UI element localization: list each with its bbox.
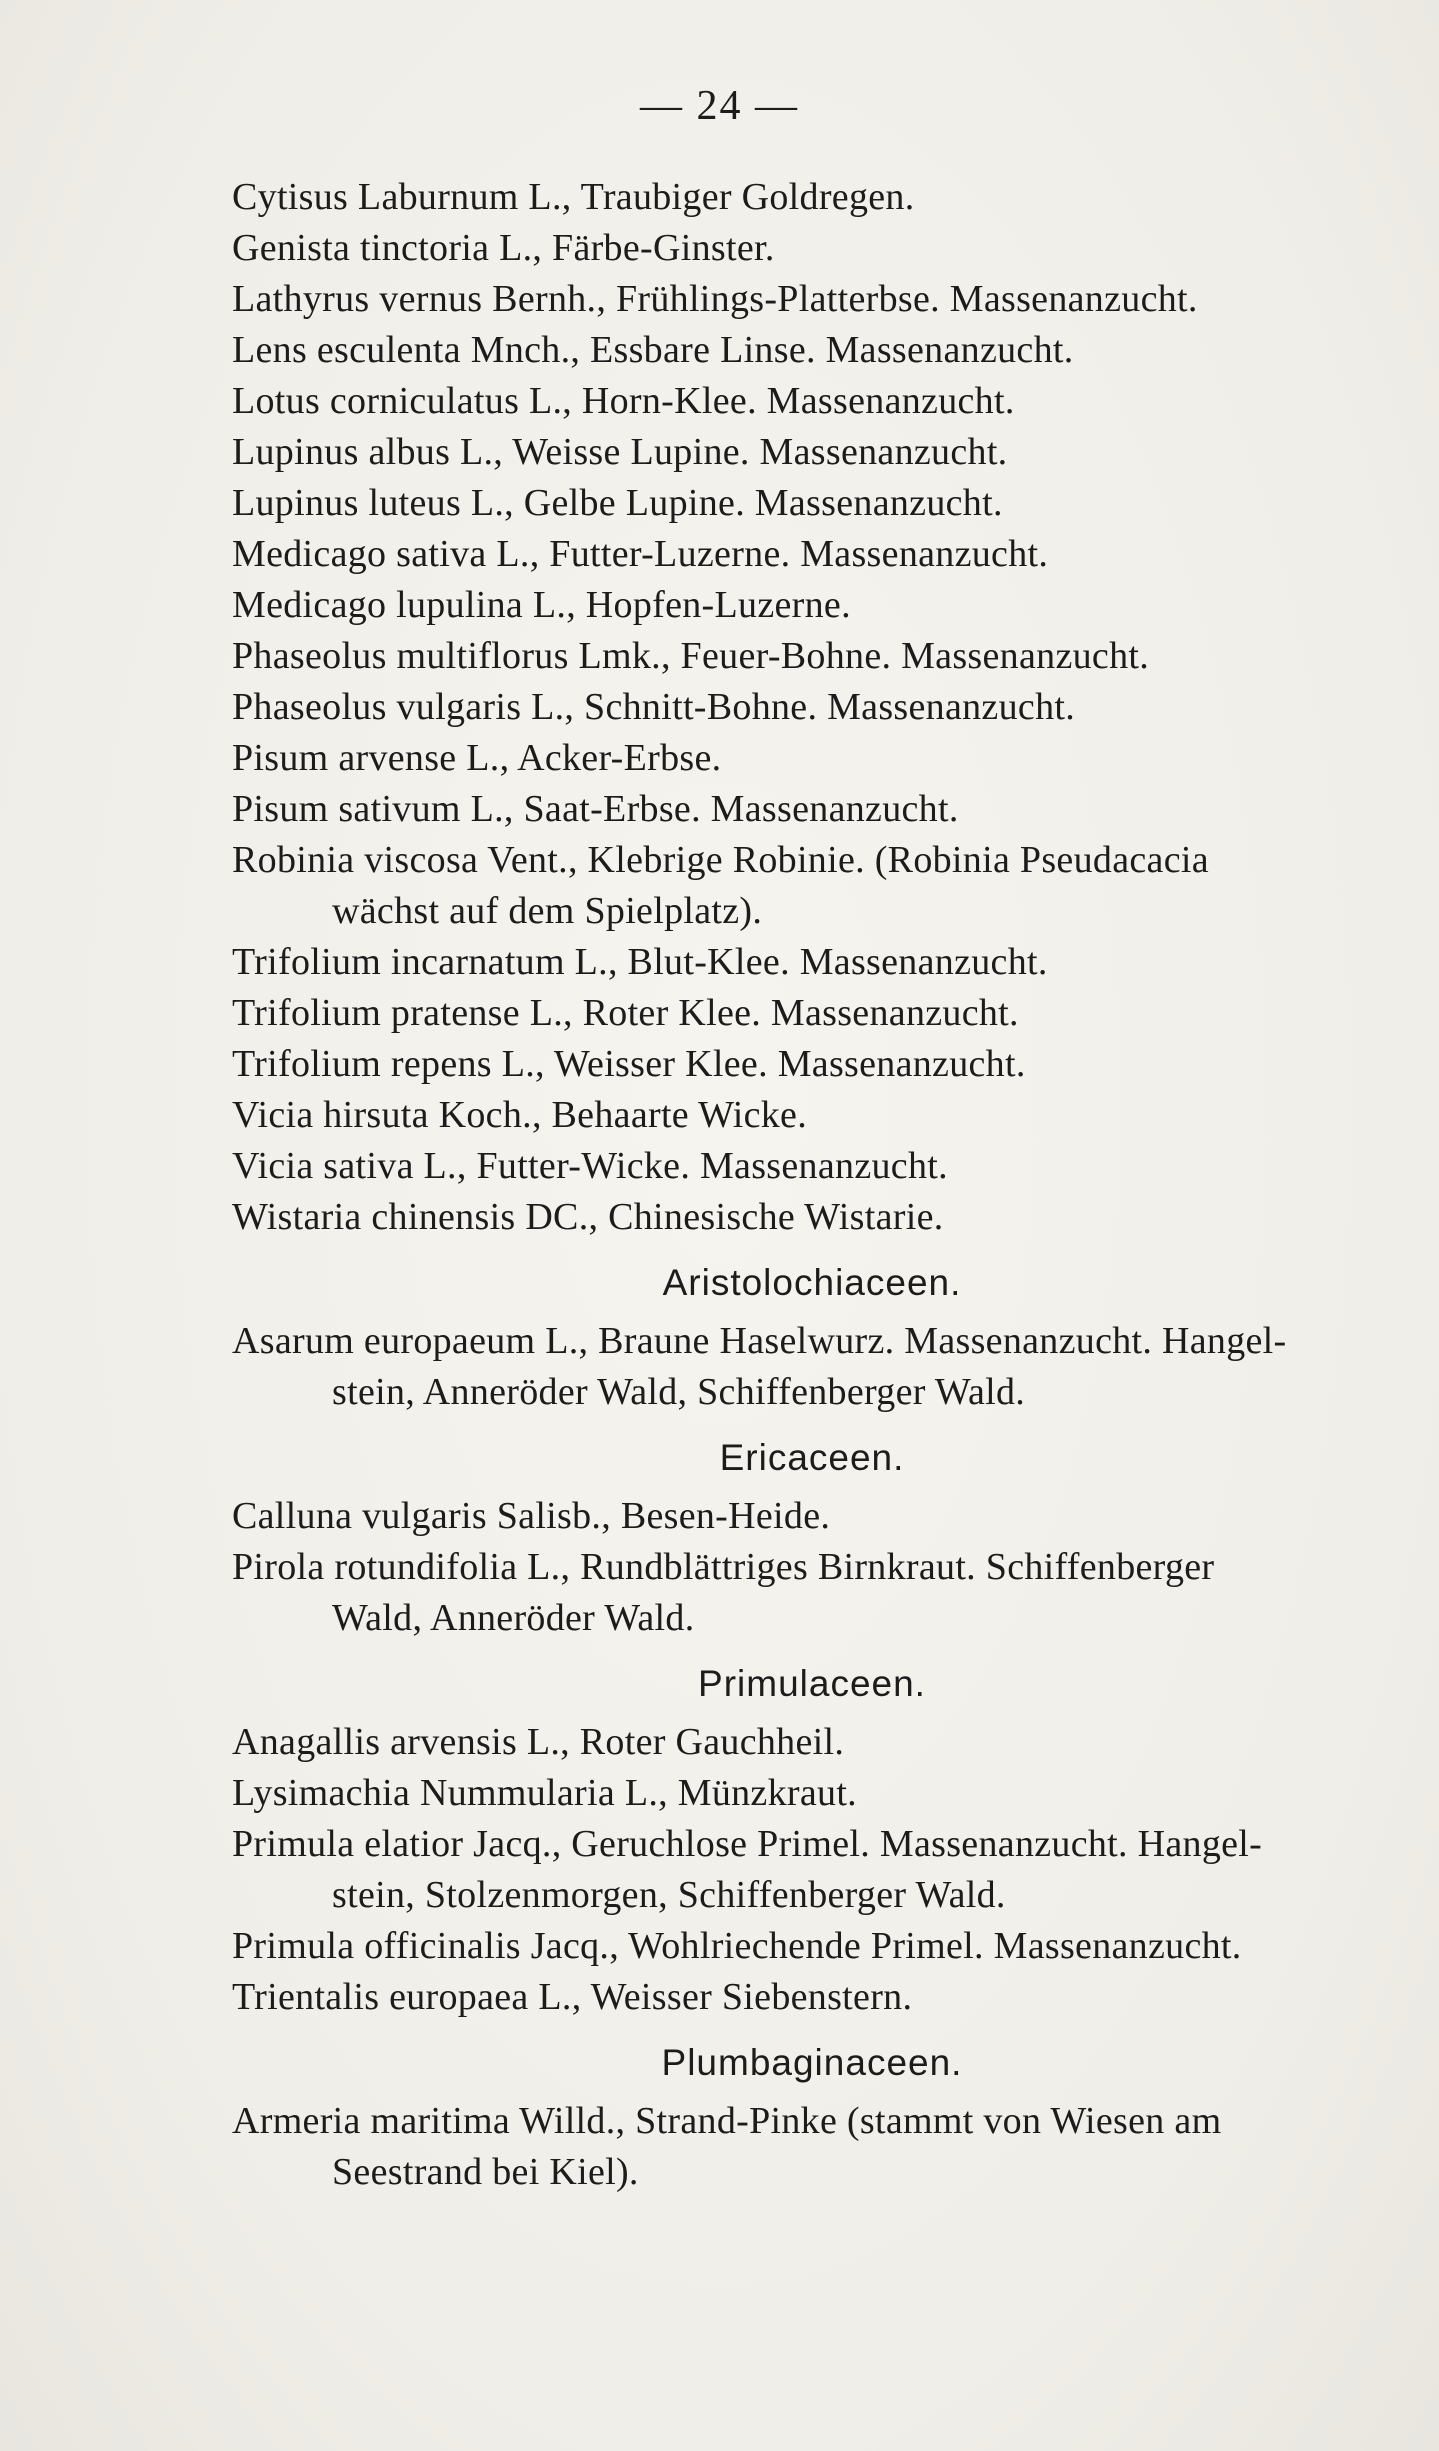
- list-item: Trifolium repens L., Weisser Klee. Massenanzucht.: [232, 1043, 1026, 1085]
- list-item: Pisum sativum L., Saat-Erbse. Massenanzucht.: [232, 788, 959, 830]
- list-item: Primula elatior Jacq., Geruchlose Primel. Massenanzucht. Hangel-: [232, 1823, 1263, 1865]
- list-item: Calluna vulgaris Salisb., Besen-Heide.: [232, 1495, 831, 1537]
- list-item: Pisum arvense L., Acker-Erbse.: [232, 737, 722, 779]
- list-item: Anagallis arvensis L., Roter Gauchheil.: [232, 1721, 845, 1763]
- list-item: Lupinus luteus L., Gelbe Lupine. Massenanzucht.: [232, 482, 1003, 524]
- list-item: Medicago sativa L., Futter-Luzerne. Massenanzucht.: [232, 533, 1049, 575]
- list-item: Pirola rotundifolia L., Rundblättriges Birnkraut. Schiffenberger: [232, 1546, 1215, 1588]
- list-item: Lathyrus vernus Bernh., Frühlings-Platterbse. Massenanzucht.: [232, 278, 1198, 320]
- page-number: — 24 —: [640, 83, 799, 129]
- list-item: Trientalis europaea L., Weisser Siebenstern.: [232, 1976, 913, 2018]
- list-item: Cytisus Laburnum L., Traubiger Goldregen.: [232, 176, 915, 218]
- section-heading-primulaceen: Primulaceen.: [698, 1663, 926, 1704]
- list-item: Trifolium pratense L., Roter Klee. Massenanzucht.: [232, 992, 1019, 1034]
- list-item: Phaseolus vulgaris L., Schnitt-Bohne. Massenanzucht.: [232, 686, 1076, 728]
- list-item: Primula officinalis Jacq., Wohlriechende Primel. Massenanzucht.: [232, 1925, 1242, 1967]
- list-item: Armeria maritima Willd., Strand-Pinke (stammt von Wiesen am: [232, 2100, 1222, 2142]
- list-item: Wistaria chinensis DC., Chinesische Wistarie.: [232, 1196, 944, 1238]
- section-heading-aristolochiaceen: Aristolochiaceen.: [662, 1262, 962, 1303]
- list-item-continuation: Wald, Anneröder Wald.: [332, 1597, 695, 1639]
- list-item: Vicia sativa L., Futter-Wicke. Massenanzucht.: [232, 1145, 948, 1187]
- list-item: Lotus corniculatus L., Horn-Klee. Massenanzucht.: [232, 380, 1015, 422]
- list-item: Genista tinctoria L., Färbe-Ginster.: [232, 227, 775, 269]
- list-item: Phaseolus multiflorus Lmk., Feuer-Bohne. Massenanzucht.: [232, 635, 1150, 677]
- list-item-continuation: stein, Anneröder Wald, Schiffenberger Wald.: [332, 1371, 1026, 1413]
- list-item: Medicago lupulina L., Hopfen-Luzerne.: [232, 584, 851, 626]
- list-item: Lens esculenta Mnch., Essbare Linse. Massenanzucht.: [232, 329, 1074, 371]
- list-item: Vicia hirsuta Koch., Behaarte Wicke.: [232, 1094, 808, 1136]
- list-item-continuation: wächst auf dem Spielplatz).: [332, 890, 763, 932]
- list-item: Asarum europaeum L., Braune Haselwurz. Massenanzucht. Hangel-: [232, 1320, 1287, 1362]
- list-item-continuation: stein, Stolzenmorgen, Schiffenberger Wald.: [332, 1874, 1006, 1916]
- list-item: Robinia viscosa Vent., Klebrige Robinie. (Robinia Pseudacacia: [232, 839, 1209, 881]
- list-item-continuation: Seestrand bei Kiel).: [332, 2151, 639, 2193]
- list-item: Lysimachia Nummularia L., Münzkraut.: [232, 1772, 857, 1814]
- section-heading-ericaceen: Ericaceen.: [719, 1437, 905, 1478]
- species-list: [232, 172, 1412, 2198]
- section-heading-plumbaginaceen: Plumbaginaceen.: [661, 2042, 963, 2083]
- list-item: Lupinus albus L., Weisse Lupine. Massenanzucht.: [232, 431, 1008, 473]
- list-item: Trifolium incarnatum L., Blut-Klee. Massenanzucht.: [232, 941, 1048, 983]
